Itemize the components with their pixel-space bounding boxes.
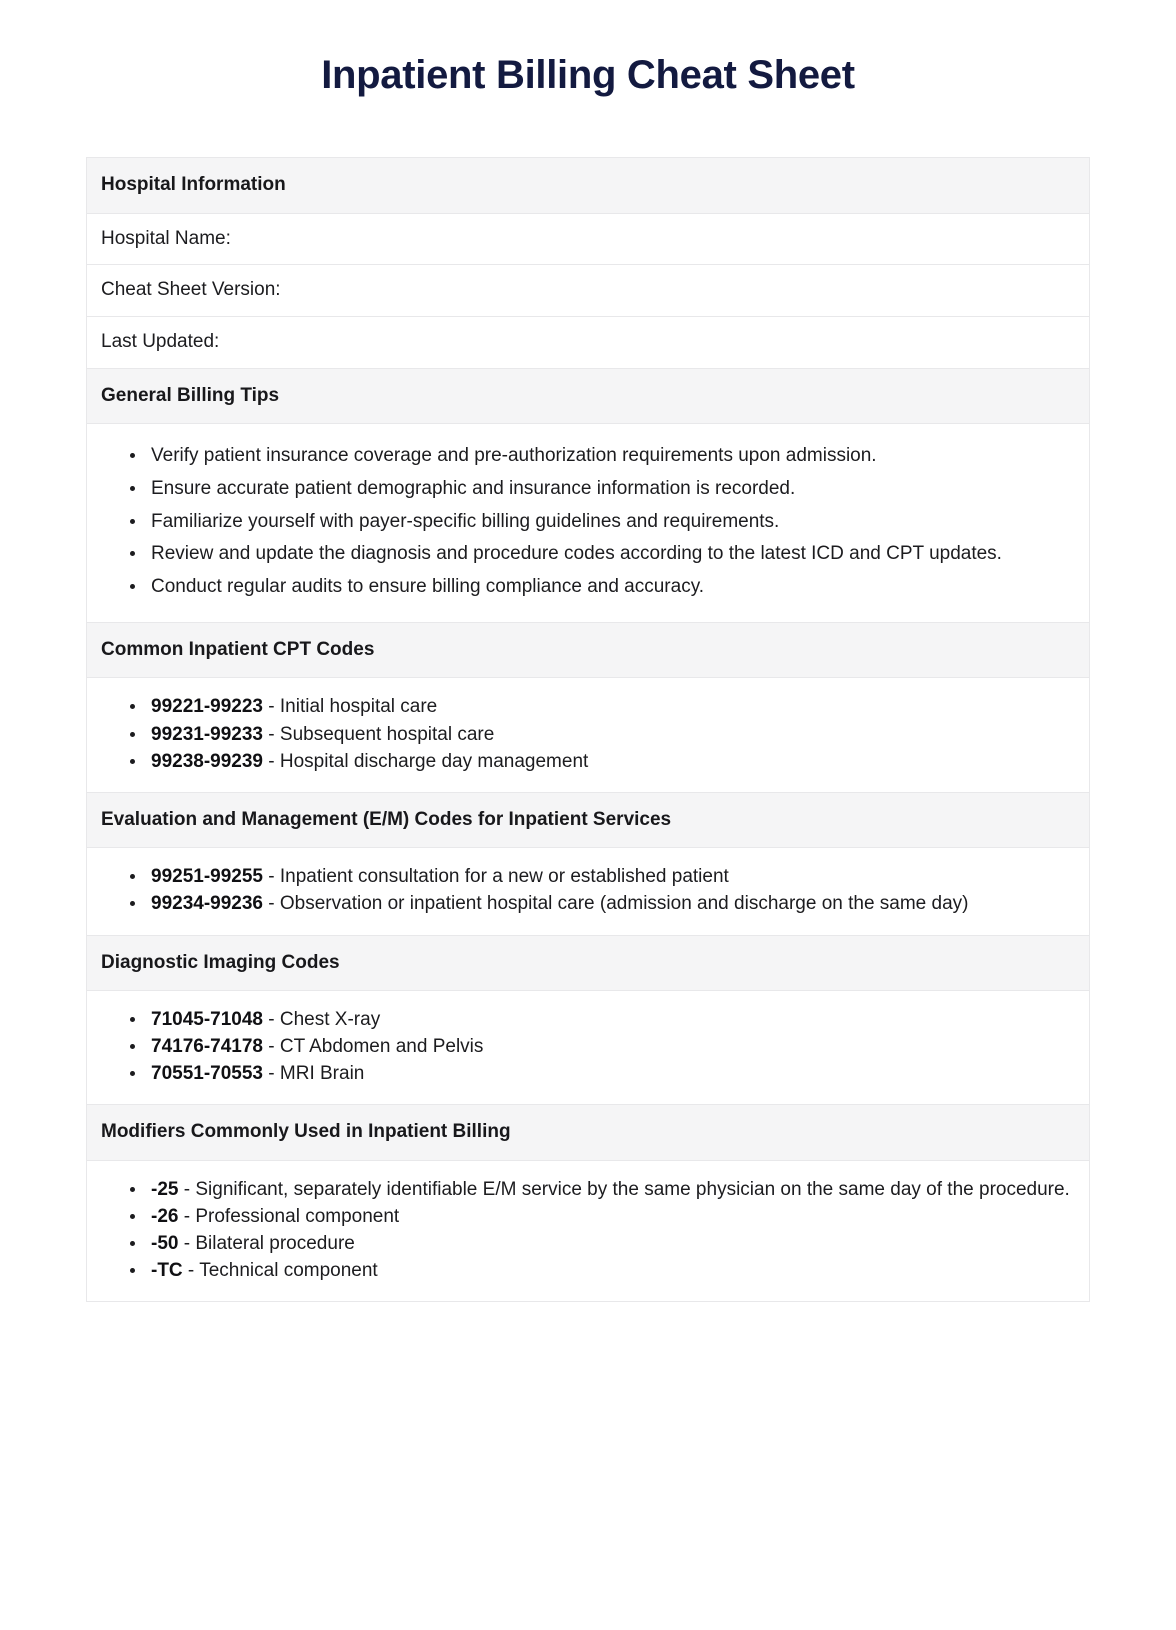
item-description: Chest X-ray bbox=[279, 1009, 381, 1031]
list-item bbox=[147, 1061, 1075, 1086]
item-code: 74176-74178 bbox=[151, 1036, 263, 1058]
list-item bbox=[147, 864, 1075, 889]
section-header-hospital-information: Hospital Information bbox=[87, 158, 1089, 214]
section-header-modifiers-commonly-used: Modifiers Commonly Used in Inpatient Billing bbox=[87, 1105, 1089, 1161]
item-separator: - bbox=[182, 1260, 200, 1282]
list-item bbox=[147, 1204, 1075, 1229]
list-item bbox=[147, 506, 1075, 539]
item-code: 99221-99223 bbox=[151, 696, 263, 718]
list-item bbox=[147, 891, 1075, 916]
item-description: Technical component bbox=[199, 1260, 378, 1282]
item-code: -26 bbox=[151, 1206, 179, 1228]
list-item bbox=[147, 1034, 1075, 1059]
item-description: Inpatient consultation for a new or established patient bbox=[279, 866, 729, 888]
item-separator: - bbox=[263, 723, 280, 745]
list-item bbox=[147, 538, 1075, 571]
item-separator: - bbox=[178, 1233, 196, 1255]
bullet-list bbox=[101, 694, 1075, 773]
page-title: Inpatient Billing Cheat Sheet bbox=[321, 53, 855, 97]
list-item bbox=[147, 440, 1075, 473]
section-content-modifiers-commonly-used bbox=[87, 1161, 1089, 1302]
item-separator: - bbox=[263, 750, 280, 772]
item-description: Bilateral procedure bbox=[195, 1233, 355, 1255]
item-code: 70551-70553 bbox=[151, 1063, 263, 1085]
item-description: Ensure accurate patient demographic and insurance information is recorded. bbox=[151, 478, 796, 500]
item-separator: - bbox=[263, 893, 280, 915]
bullet-list bbox=[101, 1007, 1075, 1086]
list-item bbox=[147, 571, 1075, 604]
field-row[interactable] bbox=[87, 214, 1089, 266]
field-label: Cheat Sheet Version: bbox=[101, 279, 281, 301]
item-description: MRI Brain bbox=[279, 1063, 365, 1085]
section-content-common-inpatient-cpt-codes bbox=[87, 678, 1089, 792]
item-separator: - bbox=[263, 866, 280, 888]
item-separator: - bbox=[178, 1206, 196, 1228]
section-header-diagnostic-imaging-codes: Diagnostic Imaging Codes bbox=[87, 936, 1089, 992]
item-separator: - bbox=[263, 696, 280, 718]
item-separator: - bbox=[263, 1063, 280, 1085]
bullet-list bbox=[101, 864, 1075, 916]
item-description: Professional component bbox=[195, 1206, 400, 1228]
item-code: -25 bbox=[151, 1179, 179, 1201]
list-item bbox=[147, 473, 1075, 506]
item-code: -TC bbox=[151, 1260, 183, 1282]
list-item bbox=[147, 1007, 1075, 1032]
item-description: CT Abdomen and Pelvis bbox=[279, 1036, 484, 1058]
field-row[interactable] bbox=[87, 265, 1089, 317]
field-row[interactable] bbox=[87, 317, 1089, 369]
item-code: 99231-99233 bbox=[151, 723, 263, 745]
item-code: 99238-99239 bbox=[151, 750, 263, 772]
list-item bbox=[147, 749, 1075, 774]
item-separator: - bbox=[178, 1179, 196, 1201]
field-label: Last Updated: bbox=[101, 331, 220, 353]
item-description: Observation or inpatient hospital care (admission and discharge on the same day) bbox=[279, 893, 969, 915]
item-code: 99234-99236 bbox=[151, 893, 263, 915]
section-header-evaluation-and-management-codes: Evaluation and Management (E/M) Codes for Inpatient Services bbox=[87, 793, 1089, 849]
cheat-sheet-table bbox=[86, 157, 1090, 1302]
item-separator: - bbox=[263, 1036, 280, 1058]
item-code: 71045-71048 bbox=[151, 1009, 263, 1031]
item-description: Subsequent hospital care bbox=[279, 723, 495, 745]
list-item bbox=[147, 1177, 1075, 1202]
section-content-diagnostic-imaging-codes bbox=[87, 991, 1089, 1105]
bullet-list bbox=[101, 1177, 1075, 1283]
item-code: -50 bbox=[151, 1233, 179, 1255]
section-content-general-billing-tips bbox=[87, 424, 1089, 622]
section-content-evaluation-and-management-codes bbox=[87, 848, 1089, 935]
page-bottom-spacer bbox=[0, 1302, 1176, 1502]
item-separator: - bbox=[263, 1009, 280, 1031]
section-header-general-billing-tips: General Billing Tips bbox=[87, 369, 1089, 425]
item-description: Hospital discharge day management bbox=[279, 750, 589, 772]
list-item bbox=[147, 694, 1075, 719]
bullet-list bbox=[101, 440, 1075, 603]
item-description: Verify patient insurance coverage and pre-authorization requirements upon admission. bbox=[151, 445, 877, 467]
list-item bbox=[147, 722, 1075, 747]
item-code: 99251-99255 bbox=[151, 866, 263, 888]
item-description: Familiarize yourself with payer-specific billing guidelines and requirements. bbox=[151, 510, 780, 532]
list-item bbox=[147, 1231, 1075, 1256]
item-description: Significant, separately identifiable E/M service by the same physician on the same day of the procedure. bbox=[195, 1179, 1070, 1201]
item-description: Conduct regular audits to ensure billing compliance and accuracy. bbox=[151, 576, 705, 598]
section-header-common-inpatient-cpt-codes: Common Inpatient CPT Codes bbox=[87, 623, 1089, 679]
item-description: Initial hospital care bbox=[279, 696, 438, 718]
list-item bbox=[147, 1258, 1075, 1283]
field-label: Hospital Name: bbox=[101, 227, 231, 249]
item-description: Review and update the diagnosis and procedure codes according to the latest ICD and CPT updates. bbox=[151, 543, 1002, 565]
